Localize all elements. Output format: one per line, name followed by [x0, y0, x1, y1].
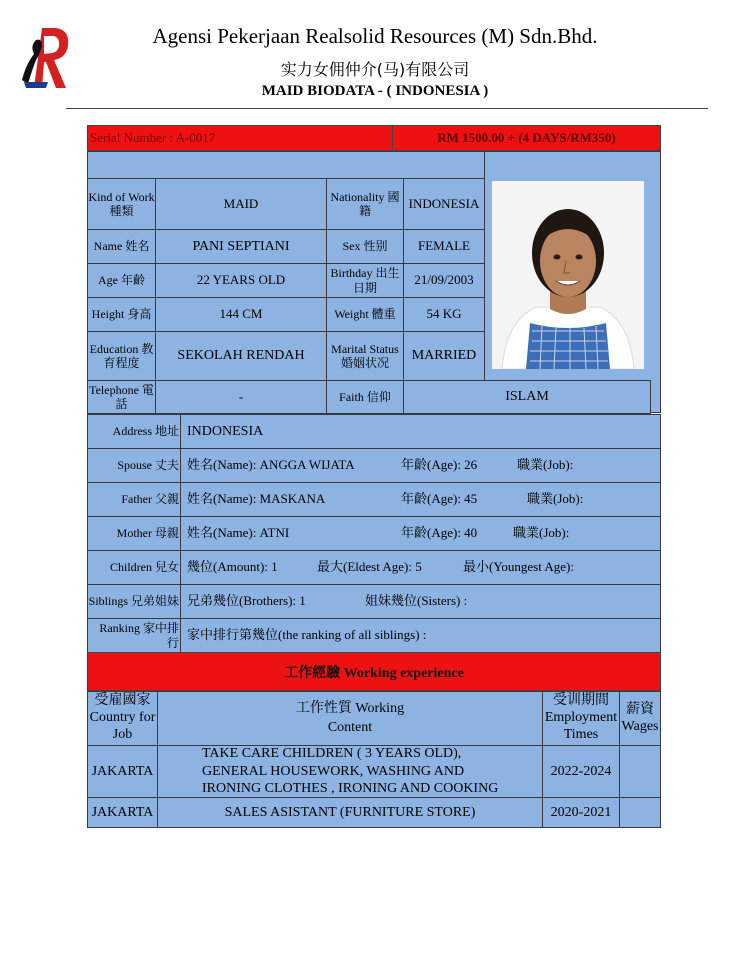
- children-eldest-age: 最大(Eldest Age): 5: [317, 559, 422, 575]
- exp-row-1-wages: [619, 745, 661, 798]
- exp-row-1-times: 2022-2024: [542, 745, 620, 798]
- father-job: 職業(Job):: [527, 491, 584, 507]
- value-birthday: 21/09/2003: [403, 263, 485, 298]
- exp-row-1-content: TAKE CARE CHILDREN ( 3 YEARS OLD), GENERAL HOUSEWORK, WASHING AND IRONING CLOTHES , IRONING AND COOKING: [157, 745, 543, 798]
- label-faith: Faith 信仰: [326, 380, 404, 414]
- label-spouse: Spouse 丈夫: [87, 448, 181, 483]
- value-sex: FEMALE: [403, 229, 485, 264]
- father-name: 姓名(Name): MASKANA: [187, 491, 326, 507]
- document-title: MAID BIODATA - ( INDONESIA ): [261, 83, 489, 99]
- exp-row-2-country: JAKARTA: [87, 797, 158, 828]
- maid-photo: [492, 181, 644, 369]
- label-age: Age 年齡: [87, 263, 156, 298]
- label-children: Children 兒女: [87, 550, 181, 585]
- father-age: 年齡(Age): 45: [401, 491, 478, 507]
- value-marital-status: MARRIED: [403, 331, 485, 381]
- spacer-row: [87, 151, 485, 179]
- label-name: Name 姓名: [87, 229, 156, 264]
- siblings-row: [180, 584, 661, 619]
- company-name-chinese: 实力女佣仲介(马)有限公司: [280, 60, 470, 79]
- company-name: Agensi Pekerjaan Realsolid Resources (M) Sdn.Bhd.: [152, 24, 598, 48]
- mother-row: [180, 516, 661, 551]
- mother-job: 職業(Job):: [513, 525, 570, 541]
- value-height: 144 CM: [155, 297, 327, 332]
- spouse-name: 姓名(Name): ANGGA WIJATA: [187, 457, 355, 473]
- father-row: [180, 482, 661, 517]
- label-marital-status: Marital Status 婚姻状况: [326, 331, 404, 381]
- value-nationality: INDONESIA: [403, 178, 485, 230]
- label-nationality: Nationality 國籍: [326, 178, 404, 230]
- serial-number-text: Serial Number : A-0017: [90, 130, 216, 145]
- children-youngest-age: 最小(Youngest Age):: [463, 559, 574, 575]
- spouse-row: [180, 448, 661, 483]
- col-header-wages: 薪資 Wages: [619, 691, 661, 746]
- working-experience-title: [87, 652, 661, 691]
- working-experience-title-text: 工作經驗 Working experience: [284, 665, 464, 681]
- siblings-brothers: 兄弟幾位(Brothers): 1: [187, 593, 306, 609]
- label-telephone: Telephone 電話: [87, 380, 156, 414]
- children-row: [180, 550, 661, 585]
- col-header-country: 受雇國家 Country for Job: [87, 691, 158, 746]
- value-name: PANI SEPTIANI: [155, 229, 327, 264]
- spouse-job: 職業(Job):: [517, 457, 574, 473]
- header-divider: [66, 108, 708, 109]
- col-header-working-content: 工作性質 Working Content: [157, 691, 543, 746]
- value-address: INDONESIA: [180, 414, 661, 449]
- label-sex: Sex 性别: [326, 229, 404, 264]
- label-birthday: Birthday 出生日期: [326, 263, 404, 298]
- exp-row-2-times: 2020-2021: [542, 797, 620, 828]
- value-faith: ISLAM: [403, 380, 651, 414]
- mother-name: 姓名(Name): ATNI: [187, 525, 290, 541]
- label-mother: Mother 母親: [87, 516, 181, 551]
- price-text: RM 1500.00 + (4 DAYS/RM350): [437, 130, 616, 145]
- label-height: Height 身高: [87, 297, 156, 332]
- col-header-employment-times: 受训期間 Employment Times: [542, 691, 620, 746]
- value-age: 22 YEARS OLD: [155, 263, 327, 298]
- label-kind-of-work: Kind of Work 種類: [87, 178, 156, 230]
- value-ranking: 家中排行第幾位(the ranking of all siblings) :: [180, 618, 661, 653]
- exp-row-2-content: SALES ASISTANT (FURNITURE STORE): [157, 797, 543, 828]
- siblings-sisters: 姐妹幾位(Sisters) :: [365, 593, 468, 609]
- price: [392, 125, 661, 151]
- value-weight: 54 KG: [403, 297, 485, 332]
- label-address: Address 地址: [87, 414, 181, 449]
- exp-row-1-country: JAKARTA: [87, 745, 158, 798]
- serial-number: [87, 125, 393, 151]
- label-siblings: Siblings 兄弟姐妹: [87, 584, 181, 619]
- value-telephone: -: [155, 380, 327, 414]
- mother-age: 年齡(Age): 40: [401, 525, 478, 541]
- exp-row-2-wages: [619, 797, 661, 828]
- label-weight: Weight 體重: [326, 297, 404, 332]
- value-education: SEKOLAH RENDAH: [155, 331, 327, 381]
- children-amount: 幾位(Amount): 1: [187, 559, 278, 575]
- label-father: Father 父親: [87, 482, 181, 517]
- label-ranking: Ranking 家中排行: [87, 618, 181, 653]
- label-education: Education 教育程度: [87, 331, 156, 381]
- value-kind-of-work: MAID: [155, 178, 327, 230]
- spouse-age: 年齡(Age): 26: [401, 457, 478, 473]
